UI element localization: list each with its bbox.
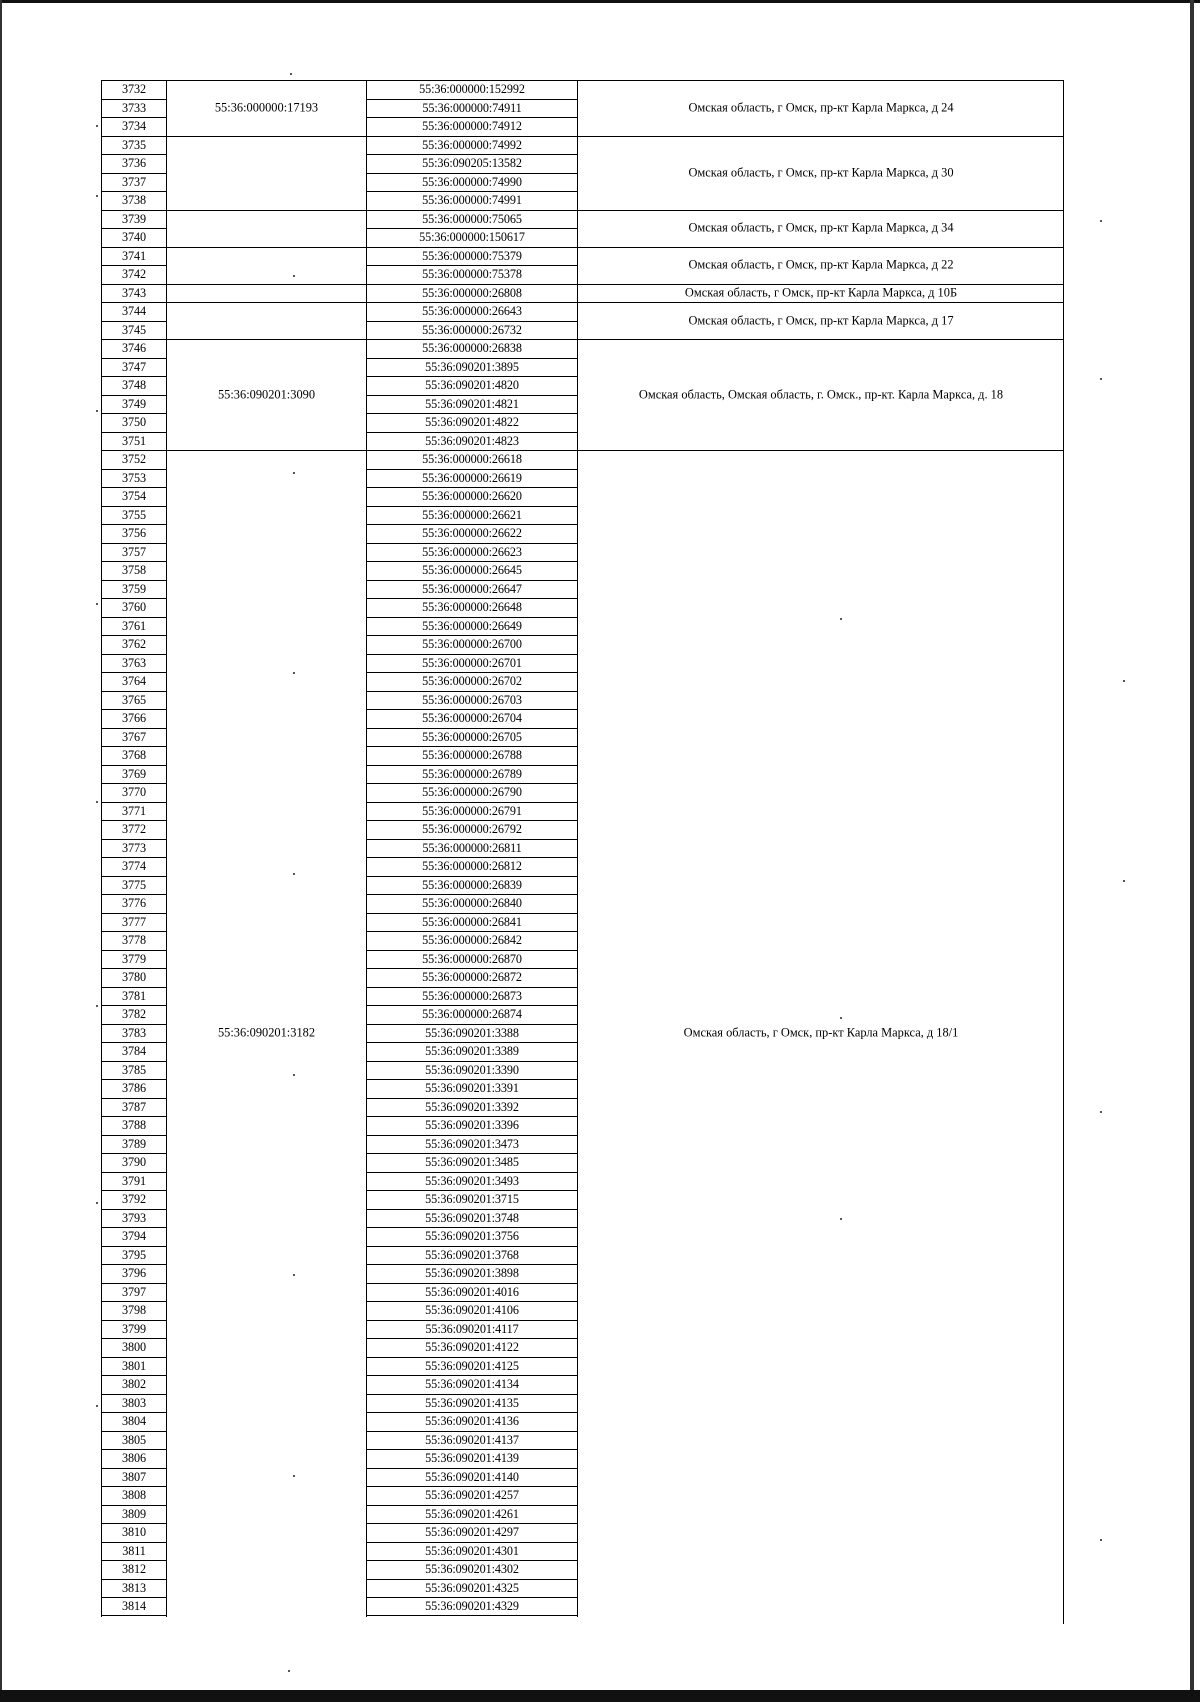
row-number-cell: 3763 xyxy=(102,654,166,673)
object-address: Омская область, Омская область, г. Омск., пр-кт. Карла Маркса, д. 18 xyxy=(638,387,1004,401)
object-cadastral-number: 55:36:090201:3388 xyxy=(367,1024,577,1043)
object-cadastral-number: 55:36:000000:26620 xyxy=(367,487,577,506)
row-number-cell: 3752 xyxy=(102,450,166,469)
object-cadastral-number: 55:36:000000:26789 xyxy=(367,765,577,784)
scan-speck xyxy=(290,73,292,75)
object-cadastral-number: 55:36:090201:3391 xyxy=(367,1079,577,1098)
object-cadastral-number: 55:36:000000:26645 xyxy=(367,561,577,580)
object-cadastral-number: 55:36:000000:26841 xyxy=(367,913,577,932)
object-cadastral-number: 55:36:090201:4136 xyxy=(367,1412,577,1431)
scan-speck xyxy=(1123,680,1125,682)
object-cadastral-number: 55:36:090201:4117 xyxy=(367,1320,577,1339)
scan-speck xyxy=(96,801,98,803)
row-number-cell: 3746 xyxy=(102,339,166,358)
group-border xyxy=(578,136,1064,137)
object-cadastral-number: 55:36:000000:26649 xyxy=(367,617,577,636)
object-cadastral-number: 55:36:000000:26870 xyxy=(367,950,577,969)
group-border xyxy=(167,302,366,303)
row-number-cell: 3755 xyxy=(102,506,166,525)
group-border xyxy=(578,80,1064,81)
object-cadastral-number: 55:36:000000:26622 xyxy=(367,524,577,543)
row-number-cell: 3797 xyxy=(102,1283,166,1302)
object-cadastral-number: 55:36:090201:3898 xyxy=(367,1264,577,1283)
object-cadastral-number: 55:36:000000:26703 xyxy=(367,691,577,710)
object-cadastral-number: 55:36:000000:26842 xyxy=(367,931,577,950)
group-border xyxy=(167,210,366,211)
object-cadastral-number: 55:36:090201:4261 xyxy=(367,1505,577,1524)
scan-speck xyxy=(96,195,98,197)
object-cadastral-number: 55:36:090201:4302 xyxy=(367,1560,577,1579)
group-border xyxy=(578,210,1064,211)
object-cadastral-number: 55:36:090201:3485 xyxy=(367,1153,577,1172)
object-cadastral-number: 55:36:000000:26840 xyxy=(367,894,577,913)
object-cadastral-number: 55:36:000000:26790 xyxy=(367,783,577,802)
scan-bottom-edge xyxy=(0,1690,1200,1702)
row-number-cell: 3792 xyxy=(102,1190,166,1209)
object-cadastral-number: 55:36:090205:13582 xyxy=(367,154,577,173)
group-border xyxy=(167,284,366,285)
row-number-cell: 3759 xyxy=(102,580,166,599)
row-number-cell: 3777 xyxy=(102,913,166,932)
address-column-right-border xyxy=(1063,80,1064,1624)
row-number-cell: 3803 xyxy=(102,1394,166,1413)
row-number-cell: 3756 xyxy=(102,524,166,543)
row-number-cell: 3812 xyxy=(102,1560,166,1579)
object-cadastral-number: 55:36:000000:26788 xyxy=(367,746,577,765)
object-cadastral-number: 55:36:000000:26621 xyxy=(367,506,577,525)
scan-speck xyxy=(288,1670,290,1672)
row-number-cell: 3781 xyxy=(102,987,166,1006)
row-number-cell: 3807 xyxy=(102,1468,166,1487)
object-address: Омская область, г Омск, пр-кт Карла Маркса, д 17 xyxy=(688,313,954,327)
object-cadastral-number: 55:36:000000:150617 xyxy=(367,228,577,247)
object-cadastral-number: 55:36:000000:26623 xyxy=(367,543,577,562)
row-number-cell: 3735 xyxy=(102,136,166,155)
group-border xyxy=(167,136,366,137)
row-number-cell: 3742 xyxy=(102,265,166,284)
object-cadastral-number: 55:36:090201:3493 xyxy=(367,1172,577,1191)
parcel-cadastral-number: 55:36:090201:3090 xyxy=(217,387,316,401)
object-cadastral-number: 55:36:000000:26700 xyxy=(367,635,577,654)
object-cadastral-number: 55:36:090201:4134 xyxy=(367,1375,577,1394)
row-number-cell: 3811 xyxy=(102,1542,166,1561)
object-cadastral-number: 55:36:090201:4329 xyxy=(367,1597,577,1616)
object-cadastral-number: 55:36:000000:26792 xyxy=(367,820,577,839)
row-number-cell: 3778 xyxy=(102,931,166,950)
row-number-cell: 3804 xyxy=(102,1412,166,1431)
object-cadastral-number: 55:36:000000:26812 xyxy=(367,857,577,876)
row-number-cell: 3738 xyxy=(102,191,166,210)
object-cadastral-number: 55:36:090201:4135 xyxy=(367,1394,577,1413)
object-cadastral-number: 55:36:000000:74912 xyxy=(367,117,577,136)
row-number-column xyxy=(101,80,167,1617)
object-cadastral-number: 55:36:000000:74992 xyxy=(367,136,577,155)
row-number-cell: 3769 xyxy=(102,765,166,784)
row-number-cell: 3764 xyxy=(102,672,166,691)
row-number-cell: 3798 xyxy=(102,1301,166,1320)
object-cadastral-number: 55:36:000000:26874 xyxy=(367,1005,577,1024)
row-number-cell: 3736 xyxy=(102,154,166,173)
object-cadastral-number: 55:36:000000:26643 xyxy=(367,302,577,321)
object-cadastral-number: 55:36:090201:4139 xyxy=(367,1449,577,1468)
row-number-cell: 3813 xyxy=(102,1579,166,1598)
object-cadastral-number: 55:36:000000:26811 xyxy=(367,839,577,858)
object-cadastral-number: 55:36:090201:3715 xyxy=(367,1190,577,1209)
scan-speck xyxy=(293,1074,295,1076)
row-number-cell: 3737 xyxy=(102,173,166,192)
row-number-cell: 3801 xyxy=(102,1357,166,1376)
object-address: Омская область, г Омск, пр-кт Карла Маркса, д 34 xyxy=(688,220,954,235)
object-cadastral-number: 55:36:090201:4297 xyxy=(367,1523,577,1542)
scan-speck xyxy=(293,672,295,674)
row-number-cell: 3749 xyxy=(102,395,166,414)
row-number-cell: 3780 xyxy=(102,968,166,987)
object-cadastral-number: 55:36:000000:26839 xyxy=(367,876,577,895)
row-number-cell: 3766 xyxy=(102,709,166,728)
group-border xyxy=(578,450,1064,451)
object-cadastral-number: 55:36:000000:74990 xyxy=(367,173,577,192)
scan-speck xyxy=(293,1274,295,1276)
object-cadastral-number: 55:36:000000:26701 xyxy=(367,654,577,673)
scan-top-edge xyxy=(0,0,1200,3)
object-cadastral-number: 55:36:090201:3756 xyxy=(367,1227,577,1246)
row-number-cell: 3776 xyxy=(102,894,166,913)
row-number-cell: 3806 xyxy=(102,1449,166,1468)
object-cadastral-number: 55:36:000000:26619 xyxy=(367,469,577,488)
scan-speck xyxy=(96,1202,98,1204)
row-number-cell: 3748 xyxy=(102,376,166,395)
row-number-cell: 3791 xyxy=(102,1172,166,1191)
row-number-cell: 3785 xyxy=(102,1061,166,1080)
object-cadastral-number: 55:36:090201:3392 xyxy=(367,1098,577,1117)
object-cadastral-number: 55:36:090201:4125 xyxy=(367,1357,577,1376)
object-cadastral-number: 55:36:090201:4106 xyxy=(367,1301,577,1320)
scan-speck xyxy=(96,410,98,412)
object-cadastral-number: 55:36:000000:26704 xyxy=(367,709,577,728)
row-number-cell: 3771 xyxy=(102,802,166,821)
row-number-cell: 3784 xyxy=(102,1042,166,1061)
scan-speck xyxy=(96,1405,98,1407)
row-number-cell: 3739 xyxy=(102,210,166,229)
object-cadastral-number: 55:36:090201:3768 xyxy=(367,1246,577,1265)
object-cadastral-number: 55:36:000000:26838 xyxy=(367,339,577,358)
row-number-cell: 3753 xyxy=(102,469,166,488)
group-border xyxy=(167,450,366,451)
object-cadastral-number: 55:36:090201:4257 xyxy=(367,1486,577,1505)
scan-speck xyxy=(840,618,842,620)
row-number-cell: 3747 xyxy=(102,358,166,377)
parcel-cadastral-number: 55:36:000000:17193 xyxy=(214,100,319,115)
row-number-cell: 3814 xyxy=(102,1597,166,1616)
row-number-cell: 3794 xyxy=(102,1227,166,1246)
object-address: Омская область, г Омск, пр-кт Карла Маркса, д 30 xyxy=(688,165,954,179)
scan-speck xyxy=(293,1475,295,1477)
row-number-cell: 3808 xyxy=(102,1486,166,1505)
row-number-cell: 3733 xyxy=(102,99,166,118)
object-cadastral-number: 55:36:000000:75379 xyxy=(367,247,577,266)
object-cadastral-number: 55:36:000000:26791 xyxy=(367,802,577,821)
row-number-cell: 3754 xyxy=(102,487,166,506)
object-cadastral-number: 55:36:000000:26808 xyxy=(367,284,577,303)
row-number-cell: 3799 xyxy=(102,1320,166,1339)
row-number-cell: 3744 xyxy=(102,302,166,321)
row-number-cell: 3809 xyxy=(102,1505,166,1524)
row-number-cell: 3786 xyxy=(102,1079,166,1098)
scan-speck xyxy=(840,1017,842,1019)
scan-right-edge xyxy=(1190,0,1194,1702)
object-cadastral-number: 55:36:090201:3390 xyxy=(367,1061,577,1080)
row-number-cell: 3787 xyxy=(102,1098,166,1117)
scan-left-edge xyxy=(0,0,2,1702)
row-number-cell: 3800 xyxy=(102,1338,166,1357)
row-number-cell: 3765 xyxy=(102,691,166,710)
row-number-cell: 3788 xyxy=(102,1116,166,1135)
row-number-cell: 3773 xyxy=(102,839,166,858)
row-number-cell: 3767 xyxy=(102,728,166,747)
group-border xyxy=(167,339,366,340)
object-cadastral-number: 55:36:090201:4325 xyxy=(367,1579,577,1598)
row-number-cell: 3745 xyxy=(102,321,166,340)
object-cadastral-number: 55:36:000000:26732 xyxy=(367,321,577,340)
scan-speck xyxy=(293,472,295,474)
row-number-cell: 3732 xyxy=(102,80,166,99)
scan-speck xyxy=(293,275,295,277)
row-number-cell: 3743 xyxy=(102,284,166,303)
object-cadastral-number: 55:36:000000:75065 xyxy=(367,210,577,229)
row-number-cell: 3796 xyxy=(102,1264,166,1283)
object-cadastral-number: 55:36:090201:3895 xyxy=(367,358,577,377)
parcel-cadastral-number: 55:36:090201:3182 xyxy=(217,1025,316,1040)
row-number-cell: 3760 xyxy=(102,598,166,617)
scan-speck xyxy=(96,1005,98,1007)
row-number-cell: 3775 xyxy=(102,876,166,895)
row-number-cell: 3793 xyxy=(102,1209,166,1228)
row-number-cell: 3768 xyxy=(102,746,166,765)
object-cadastral-number: 55:36:090201:3473 xyxy=(367,1135,577,1154)
row-number-cell: 3774 xyxy=(102,857,166,876)
object-address: Омская область, г Омск, пр-кт Карла Маркса, д 18/1 xyxy=(683,1025,959,1040)
object-cadastral-number: 55:36:000000:74911 xyxy=(367,99,577,118)
scan-speck xyxy=(840,1218,842,1220)
object-cadastral-number: 55:36:000000:26647 xyxy=(367,580,577,599)
object-cadastral-number: 55:36:000000:26648 xyxy=(367,598,577,617)
object-cadastral-number: 55:36:090201:3389 xyxy=(367,1042,577,1061)
row-number-cell: 3757 xyxy=(102,543,166,562)
object-cadastral-number: 55:36:000000:26705 xyxy=(367,728,577,747)
object-cadastral-number: 55:36:000000:74991 xyxy=(367,191,577,210)
object-address: Омская область, г Омск, пр-кт Карла Маркса, д 24 xyxy=(688,100,954,115)
row-number-cell: 3761 xyxy=(102,617,166,636)
row-number-cell: 3810 xyxy=(102,1523,166,1542)
object-cadastral-number: 55:36:090201:4140 xyxy=(367,1468,577,1487)
object-cadastral-number: 55:36:090201:3396 xyxy=(367,1116,577,1135)
row-number-cell: 3783 xyxy=(102,1024,166,1043)
scan-speck xyxy=(1100,378,1102,380)
object-address: Омская область, г Омск, пр-кт Карла Маркса, д 10Б xyxy=(684,285,958,300)
row-number-cell: 3779 xyxy=(102,950,166,969)
scan-speck xyxy=(1100,220,1102,222)
object-cadastral-number: 55:36:000000:26702 xyxy=(367,672,577,691)
row-number-cell: 3805 xyxy=(102,1431,166,1450)
scan-speck xyxy=(96,603,98,605)
object-cadastral-column xyxy=(366,80,578,1617)
object-cadastral-number: 55:36:000000:26873 xyxy=(367,987,577,1006)
row-number-cell: 3770 xyxy=(102,783,166,802)
object-cadastral-number: 55:36:090201:4823 xyxy=(367,432,577,451)
scan-speck xyxy=(96,125,98,127)
scan-speck xyxy=(1100,1111,1102,1113)
object-cadastral-number: 55:36:090201:4821 xyxy=(367,395,577,414)
row-number-cell: 3802 xyxy=(102,1375,166,1394)
row-number-cell: 3790 xyxy=(102,1153,166,1172)
object-cadastral-number: 55:36:090201:4820 xyxy=(367,376,577,395)
object-cadastral-number: 55:36:090201:4122 xyxy=(367,1338,577,1357)
object-cadastral-number: 55:36:090201:4822 xyxy=(367,413,577,432)
object-cadastral-number: 55:36:090201:3748 xyxy=(367,1209,577,1228)
object-cadastral-number: 55:36:000000:75378 xyxy=(367,265,577,284)
object-cadastral-number: 55:36:000000:26618 xyxy=(367,450,577,469)
object-cadastral-number: 55:36:000000:26872 xyxy=(367,968,577,987)
object-cadastral-number: 55:36:090201:4301 xyxy=(367,1542,577,1561)
scan-speck xyxy=(293,873,295,875)
group-border xyxy=(578,339,1064,340)
row-number-cell: 3734 xyxy=(102,117,166,136)
row-number-cell: 3741 xyxy=(102,247,166,266)
row-number-cell: 3782 xyxy=(102,1005,166,1024)
row-number-cell: 3750 xyxy=(102,413,166,432)
object-cadastral-number: 55:36:090201:4016 xyxy=(367,1283,577,1302)
object-cadastral-number: 55:36:090201:4137 xyxy=(367,1431,577,1450)
scan-speck xyxy=(1123,880,1125,882)
scan-speck xyxy=(1100,1539,1102,1541)
row-number-cell: 3795 xyxy=(102,1246,166,1265)
object-cadastral-number: 55:36:000000:152992 xyxy=(367,80,577,99)
row-number-cell: 3772 xyxy=(102,820,166,839)
row-number-cell: 3751 xyxy=(102,432,166,451)
row-number-cell: 3758 xyxy=(102,561,166,580)
group-border xyxy=(578,247,1064,248)
group-border xyxy=(578,302,1064,303)
group-border xyxy=(167,80,366,81)
row-number-cell: 3762 xyxy=(102,635,166,654)
group-border xyxy=(167,247,366,248)
object-address: Омская область, г Омск, пр-кт Карла Маркса, д 22 xyxy=(688,257,954,272)
row-number-cell: 3740 xyxy=(102,228,166,247)
row-number-cell: 3789 xyxy=(102,1135,166,1154)
